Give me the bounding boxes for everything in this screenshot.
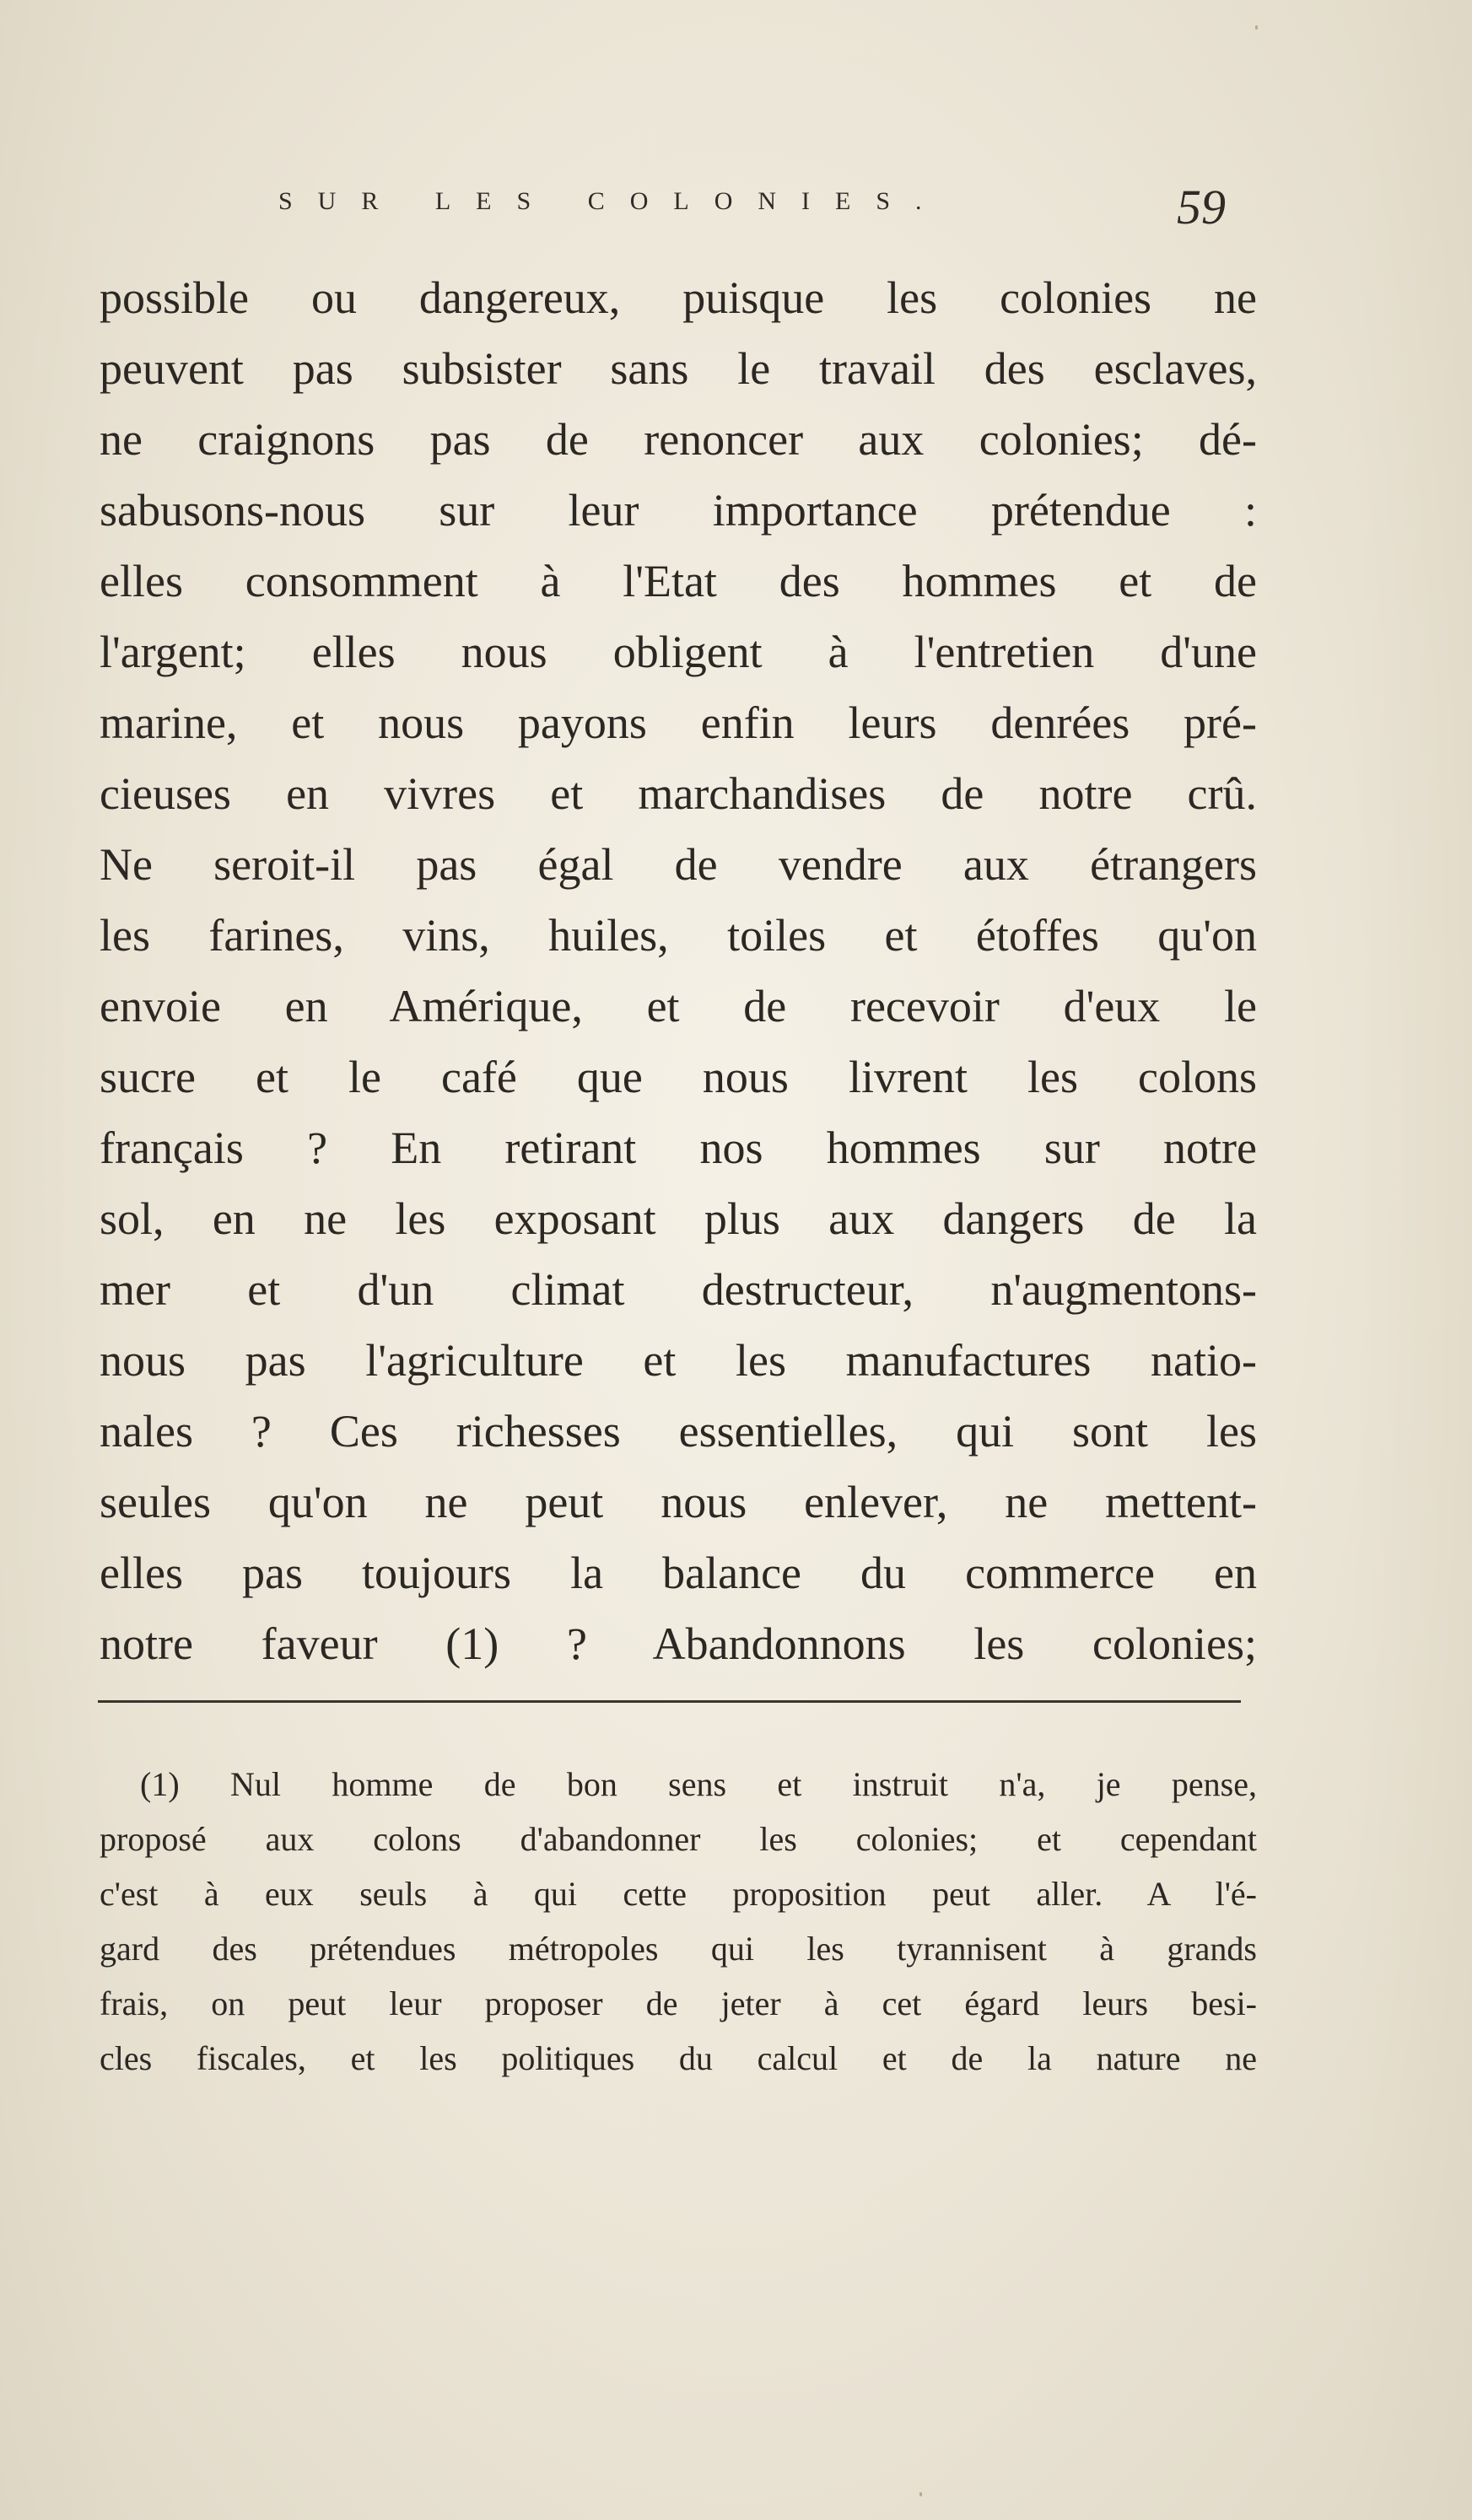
body-line: l'argent; elles nous obligent à l'entretien d'une	[100, 627, 1257, 677]
page-number: 59	[1177, 180, 1226, 234]
footnote-line: (1) Nul homme de bon sens et instruit n'a, je pense,	[140, 1765, 1257, 1803]
body-line: elles consomment à l'Etat des hommes et de	[100, 556, 1257, 606]
body-line: seules qu'on ne peut nous enlever, ne mettent-	[100, 1477, 1257, 1527]
body-line: les farines, vins, huiles, toiles et étoffes qu'on	[100, 910, 1257, 961]
body-line: possible ou dangereux, puisque les colonies ne	[100, 272, 1257, 323]
paper-speck	[1255, 25, 1258, 30]
footnote-line: frais, on peut leur proposer de jeter à cet égard leurs besi-	[100, 1984, 1257, 2022]
running-head: SUR LES COLONIES.	[278, 187, 947, 215]
body-line: sucre et le café que nous livrent les colons	[100, 1052, 1257, 1102]
body-line: cieuses en vivres et marchandises de notre crû.	[100, 768, 1257, 819]
body-line: nous pas l'agriculture et les manufactures natio-	[100, 1335, 1257, 1386]
body-line: français ? En retirant nos hommes sur notre	[100, 1123, 1257, 1173]
body-line: envoie en Amérique, et de recevoir d'eux le	[100, 981, 1257, 1031]
body-line: elles pas toujours la balance du commerce en	[100, 1548, 1257, 1598]
footnote	[100, 1757, 1257, 2086]
footnote-line: c'est à eux seuls à qui cette proposition peut aller. A l'é-	[100, 1875, 1257, 1913]
footnote-line: proposé aux colons d'abandonner les colonies; et cependant	[100, 1820, 1257, 1858]
body-text	[100, 262, 1257, 1679]
body-line: sol, en ne les exposant plus aux dangers de la	[100, 1193, 1257, 1244]
footnote-separator-rule	[98, 1700, 1241, 1703]
body-line: ne craignons pas de renoncer aux colonies; dé-	[100, 414, 1257, 465]
body-line: nales ? Ces richesses essentielles, qui sont les	[100, 1406, 1257, 1457]
paper-speck	[919, 2492, 922, 2496]
body-line: sabusons-nous sur leur importance prétendue :	[100, 485, 1257, 536]
body-line: mer et d'un climat destructeur, n'augmentons-	[100, 1264, 1257, 1315]
body-line: notre faveur (1) ? Abandonnons les colonies;	[100, 1618, 1257, 1669]
footnote-line: gard des prétendues métropoles qui les tyrannisent à grands	[100, 1930, 1257, 1968]
body-line: Ne seroit-il pas égal de vendre aux étrangers	[100, 839, 1257, 890]
footnote-line: cles fiscales, et les politiques du calcul et de la nature ne	[100, 2039, 1257, 2077]
body-line: marine, et nous payons enfin leurs denrées pré-	[100, 697, 1257, 748]
body-line: peuvent pas subsister sans le travail des esclaves,	[100, 343, 1257, 394]
